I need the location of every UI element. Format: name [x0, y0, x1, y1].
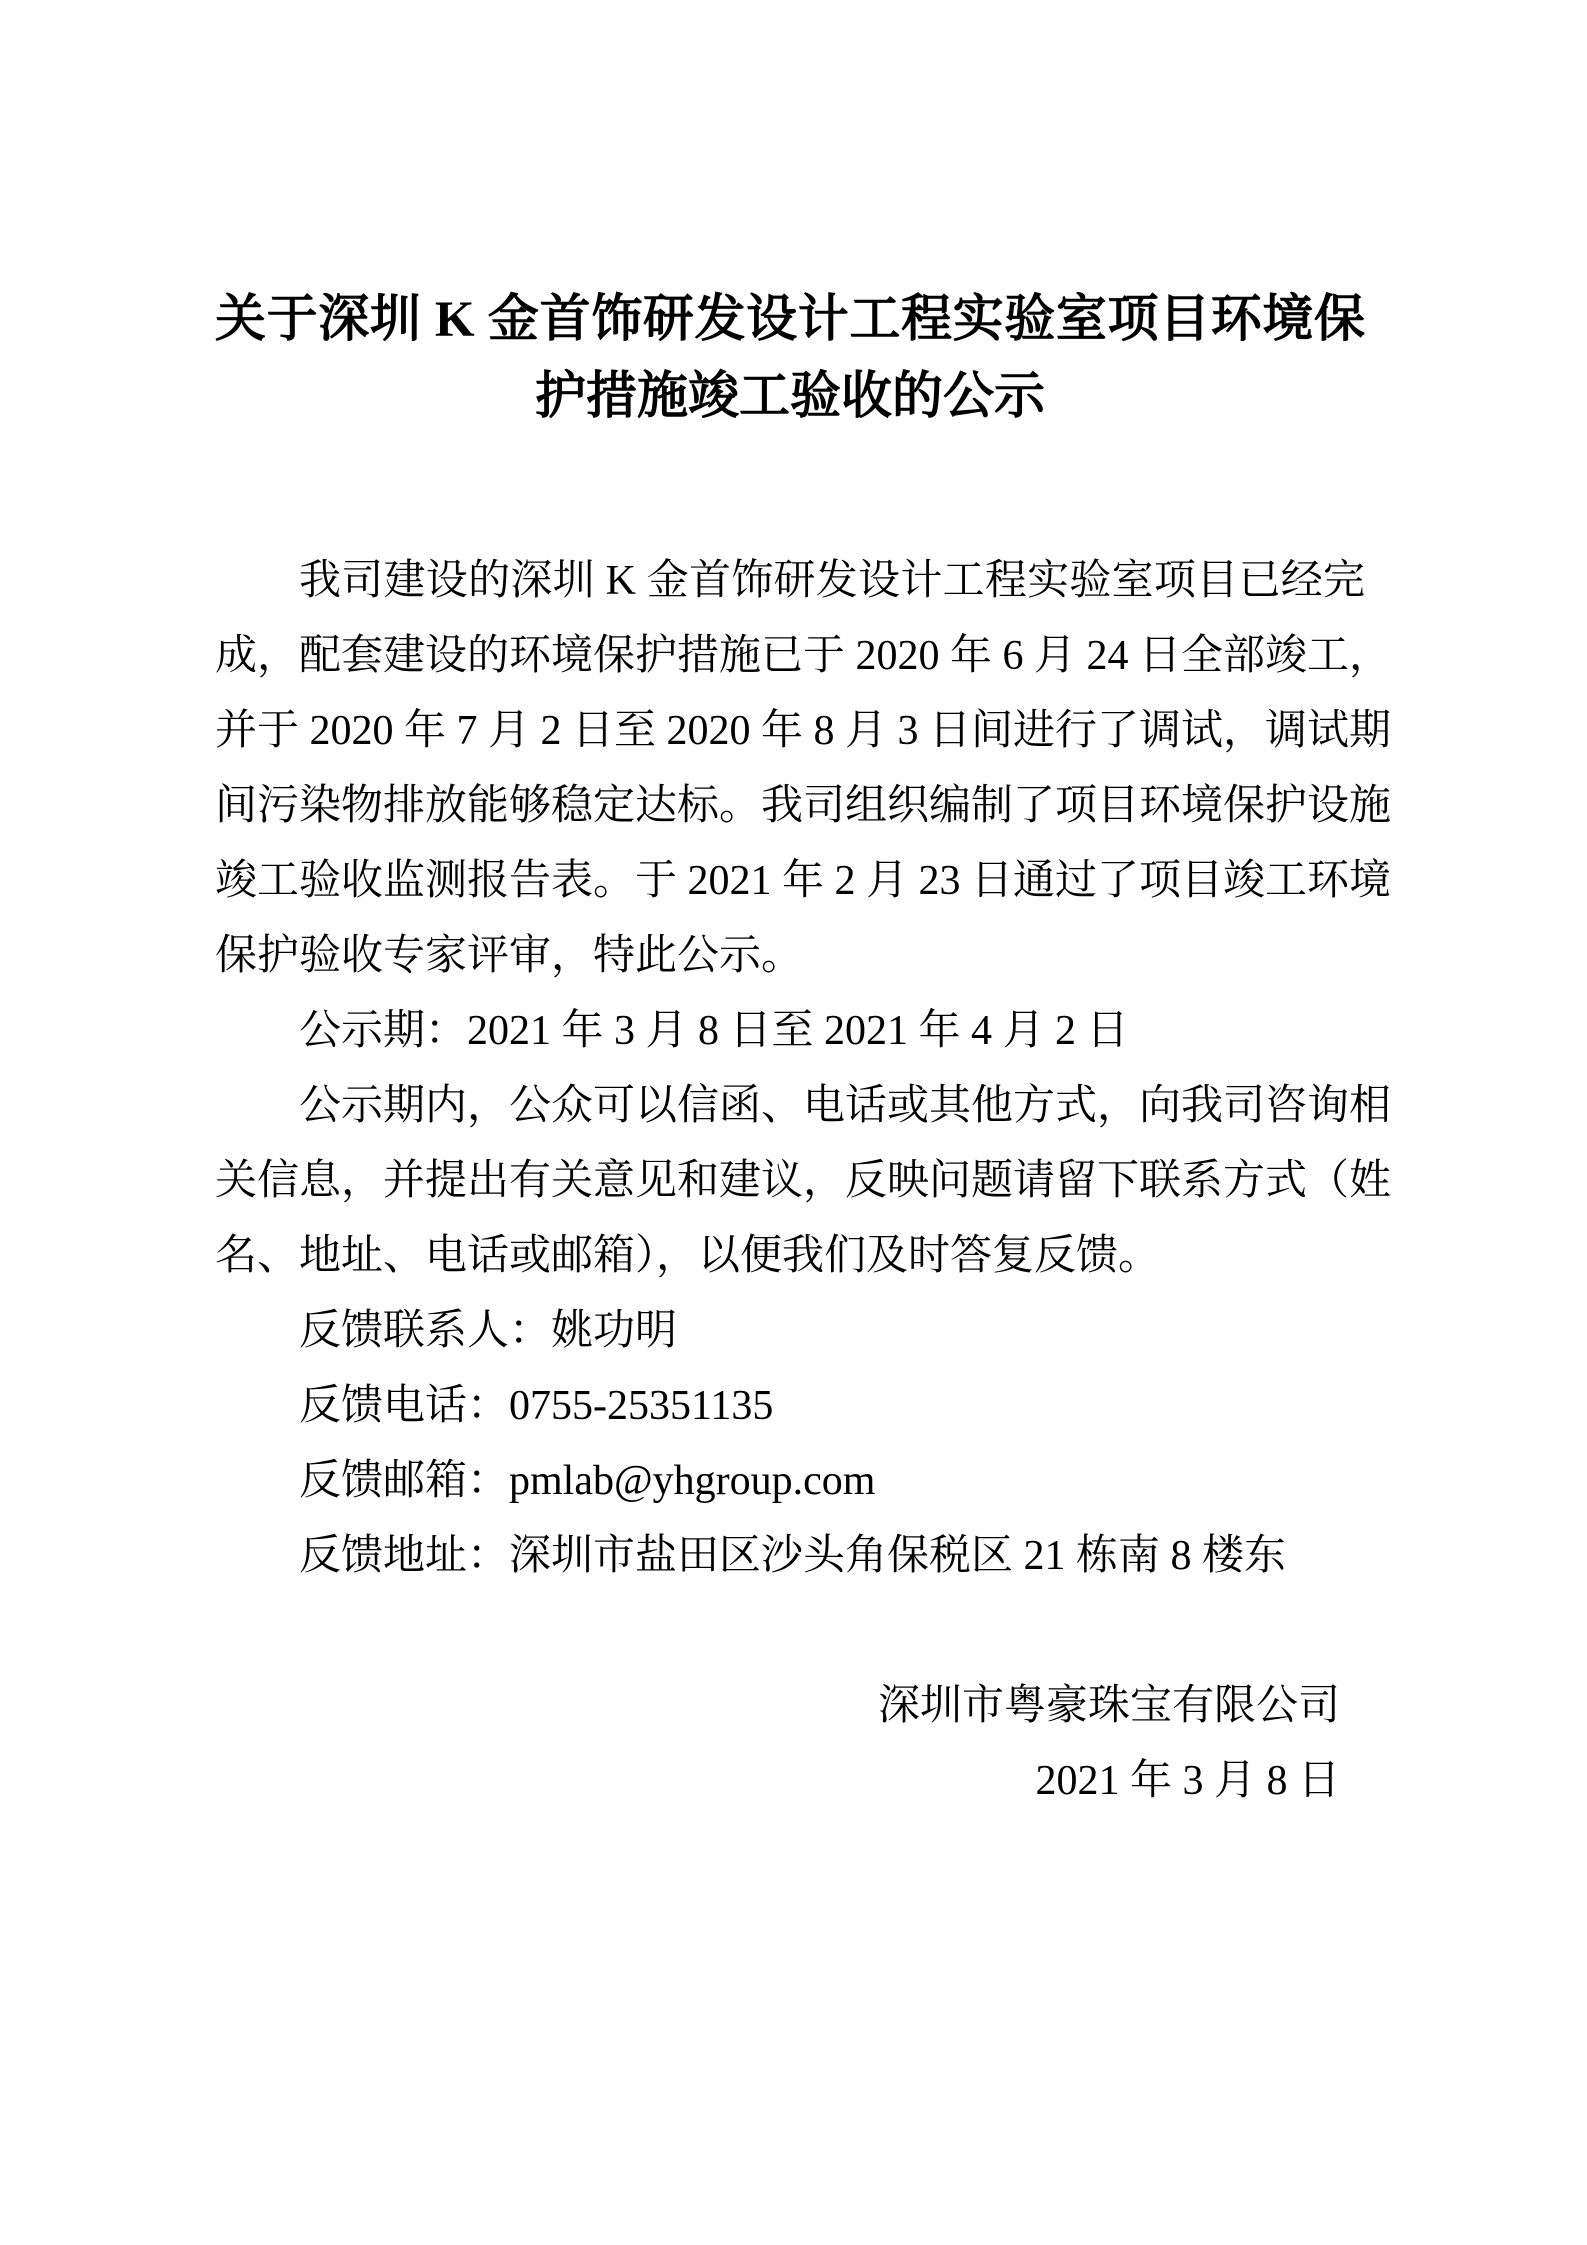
text-line: 成，配套建设的环境保护措施已于 2020 年 6 月 24 日全部竣工，: [215, 633, 1392, 679]
text-line: 反馈地址：深圳市盐田区沙头角保税区 21 栋南 8 楼东: [299, 1533, 1287, 1579]
signature-date: 2021 年 3 月 8 日: [1035, 1758, 1340, 1804]
text-line: 反馈电话：0755-25351135: [299, 1383, 774, 1429]
text-line: 保护验收专家评审，特此公示。: [215, 933, 804, 979]
text-line: 间污染物排放能够稳定达标。我司组织编制了项目环境保护设施: [215, 783, 1392, 829]
text-line: 名、地址、电话或邮箱），以便我们及时答复反馈。: [215, 1233, 1161, 1279]
signature-company: 深圳市粤豪珠宝有限公司: [877, 1683, 1340, 1729]
text-line: 公示期内，公众可以信函、电话或其他方式，向我司咨询相: [299, 1083, 1392, 1129]
text-line: 并于 2020 年 7 月 2 日至 2020 年 8 月 3 日间进行了调试，调试期: [215, 708, 1392, 754]
text-line: 竣工验收监测报告表。于 2021 年 2 月 23 日通过了项目竣工环境: [215, 858, 1392, 904]
document-title: [215, 282, 1365, 436]
text-line: 反馈联系人：姚功明: [299, 1308, 678, 1354]
text-line: 我司建设的深圳 K 金首饰研发设计工程实验室项目已经完: [299, 558, 1365, 604]
text-line: 反馈邮箱：pmlab@yhgroup.com: [299, 1458, 876, 1504]
document-body: [215, 544, 1392, 1594]
title-line-2: 护措施竣工验收的公示: [534, 369, 1045, 425]
text-line: 关信息，并提出有关意见和建议，反映问题请留下联系方式（姓: [215, 1158, 1392, 1204]
signature-block: [215, 1669, 1365, 1819]
text-line: 公示期：2021 年 3 月 8 日至 2021 年 4 月 2 日: [299, 1008, 1129, 1054]
title-line-1: 关于深圳 K 金首饰研发设计工程实验室项目环境保: [215, 292, 1365, 348]
